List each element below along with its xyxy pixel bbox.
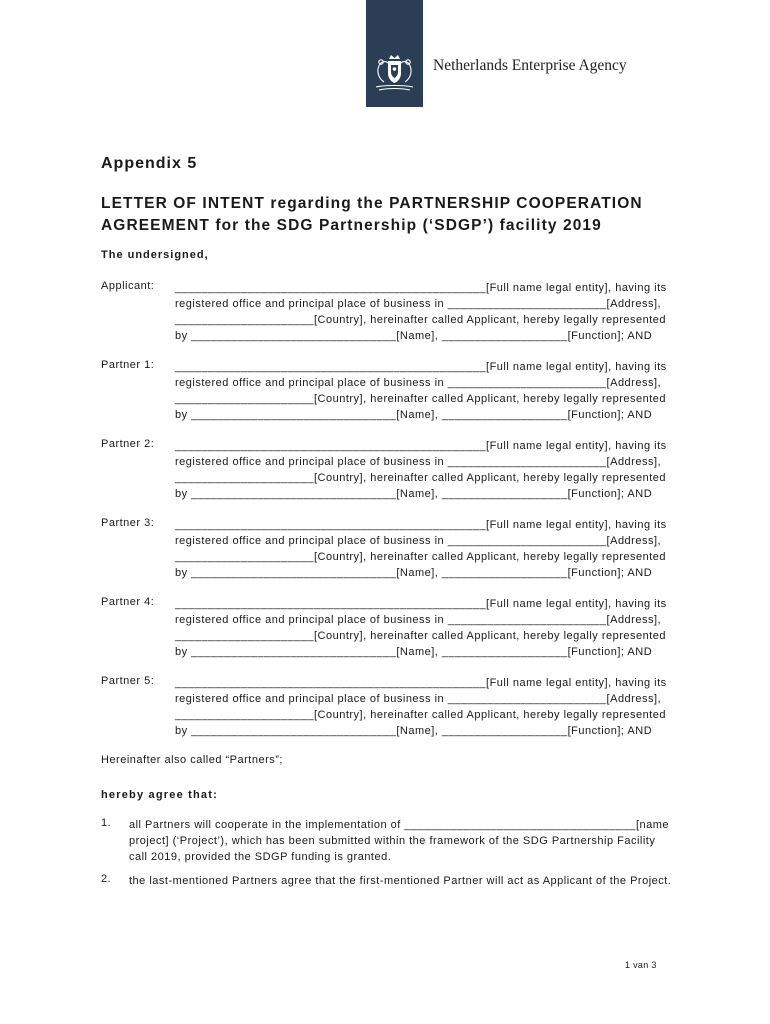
- party-line: registered office and principal place of business in ________________________[Address],: [175, 535, 662, 547]
- title-line-1: LETTER OF INTENT regarding the PARTNERSHIP COOPERATION: [101, 195, 643, 212]
- party-line: by _______________________________[Name], ___________________[Function]; AND: [175, 567, 653, 579]
- party-label: Partner 3:: [101, 517, 155, 529]
- party-line: by _______________________________[Name], ___________________[Function]; AND: [175, 488, 653, 500]
- party-label: Applicant:: [101, 280, 155, 292]
- agree-heading: hereby agree that:: [101, 789, 218, 801]
- title-line-2: AGREEMENT for the SDG Partnership (‘SDGP’) facility 2019: [101, 217, 602, 234]
- party-line: _______________________________________________[Full name legal entity], having its: [175, 361, 667, 373]
- clause-text: [129, 873, 739, 889]
- party-line: _____________________[Country], hereinafter called Applicant, hereby legally represented: [175, 393, 667, 405]
- party-line: _______________________________________________[Full name legal entity], having its: [175, 440, 667, 452]
- party-body: [175, 675, 725, 739]
- party-line: _______________________________________________[Full name legal entity], having its: [175, 598, 667, 610]
- party-line: by _______________________________[Name], ___________________[Function]; AND: [175, 725, 653, 737]
- party-line: registered office and principal place of business in ________________________[Address],: [175, 693, 662, 705]
- party-body: [175, 517, 725, 581]
- document-title: [101, 193, 741, 237]
- party-line: _____________________[Country], hereinafter called Applicant, hereby legally represented: [175, 630, 667, 642]
- partners-definition: Hereinafter also called “Partners”;: [101, 754, 283, 766]
- party-line: registered office and principal place of business in ________________________[Address],: [175, 614, 662, 626]
- undersigned-label: The undersigned,: [101, 249, 209, 261]
- party-line: by _______________________________[Name], ___________________[Function]; AND: [175, 646, 653, 658]
- party-line: _____________________[Country], hereinafter called Applicant, hereby legally represented: [175, 551, 667, 563]
- clause-line: all Partners will cooperate in the implementation of ___________________________________[name: [129, 819, 670, 831]
- party-line: _____________________[Country], hereinafter called Applicant, hereby legally represented: [175, 709, 667, 721]
- party-body: [175, 596, 725, 660]
- party-line: _______________________________________________[Full name legal entity], having its: [175, 282, 667, 294]
- party-line: registered office and principal place of business in ________________________[Address],: [175, 456, 662, 468]
- party-line: registered office and principal place of business in ________________________[Address],: [175, 298, 662, 310]
- party-label: Partner 5:: [101, 675, 155, 687]
- party-body: [175, 438, 725, 502]
- party-line: _______________________________________________[Full name legal entity], having its: [175, 677, 667, 689]
- clause-line: the last-mentioned Partners agree that the first-mentioned Partner will act as Applicant of the Project.: [129, 875, 672, 887]
- party-line: by _______________________________[Name], ___________________[Function]; AND: [175, 409, 653, 421]
- logo-band: [366, 0, 423, 107]
- clause-text: [129, 817, 739, 865]
- appendix-heading: Appendix 5: [101, 155, 198, 172]
- party-label: Partner 2:: [101, 438, 155, 450]
- party-body: [175, 359, 725, 423]
- clause-line: call 2019, provided the SDGP funding is granted.: [129, 851, 392, 863]
- coat-of-arms-icon: [370, 52, 419, 94]
- party-label: Partner 4:: [101, 596, 155, 608]
- page-number: 1 van 3: [625, 960, 657, 970]
- clause-number: 2.: [101, 873, 112, 885]
- party-body: [175, 280, 725, 344]
- clause-line: project] (‘Project’), which has been submitted within the framework of the SDG Partnership Facility: [129, 835, 656, 847]
- clause-number: 1.: [101, 817, 112, 829]
- party-line: _______________________________________________[Full name legal entity], having its: [175, 519, 667, 531]
- party-line: registered office and principal place of business in ________________________[Address],: [175, 377, 662, 389]
- agency-name: Netherlands Enterprise Agency: [433, 57, 627, 74]
- party-line: _____________________[Country], hereinafter called Applicant, hereby legally represented: [175, 314, 667, 326]
- party-line: by _______________________________[Name], ___________________[Function]; AND: [175, 330, 653, 342]
- party-line: _____________________[Country], hereinafter called Applicant, hereby legally represented: [175, 472, 667, 484]
- party-label: Partner 1:: [101, 359, 155, 371]
